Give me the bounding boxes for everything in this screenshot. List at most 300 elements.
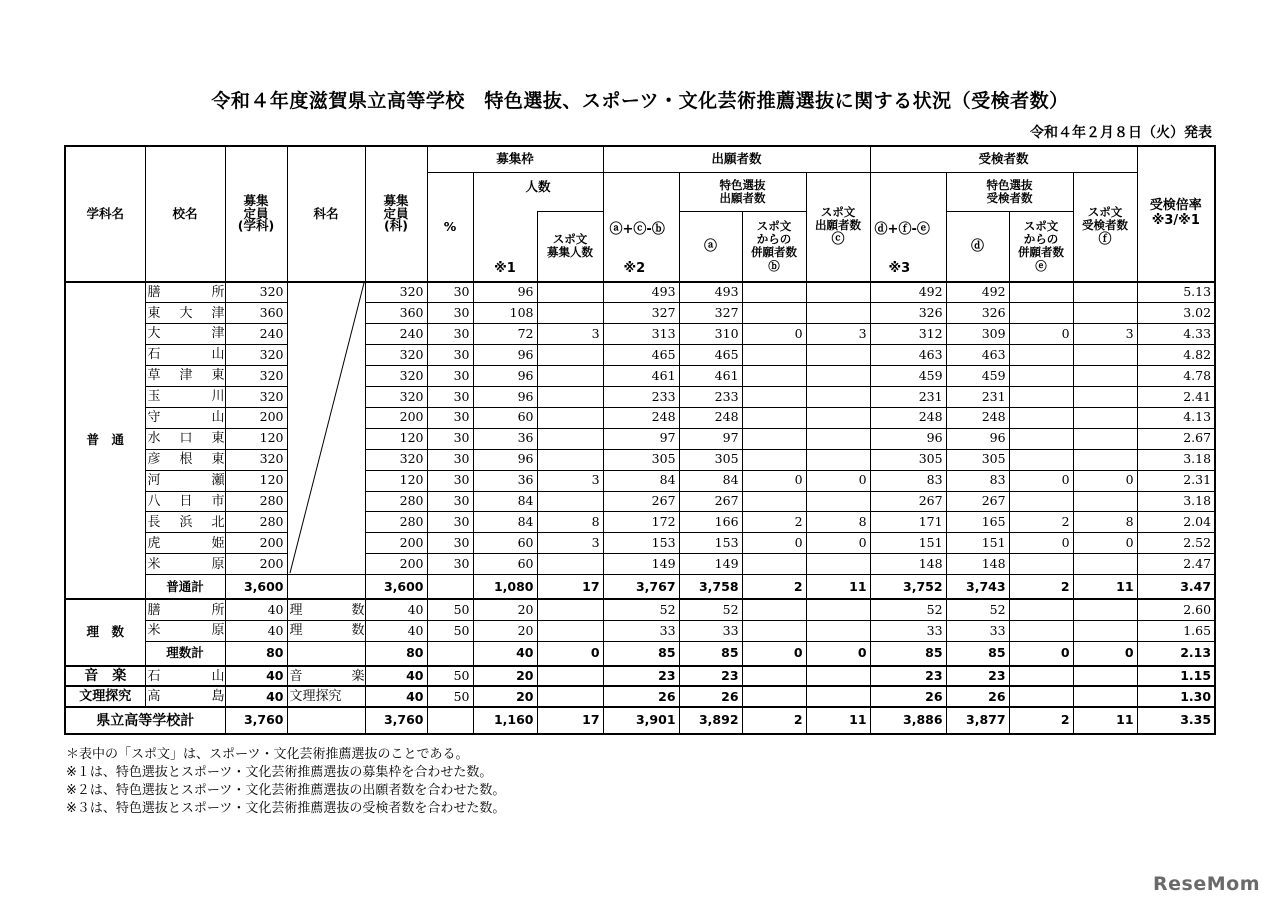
- subtotal-label: 理数計: [145, 641, 225, 666]
- ninzu: 108: [473, 303, 537, 324]
- value-a: 84: [679, 470, 742, 491]
- results-table: [64, 145, 1216, 735]
- value-a: 33: [679, 620, 742, 641]
- value-d: 148: [946, 554, 1009, 575]
- teiin-gakka: 3,760: [225, 707, 287, 734]
- value-o: 153: [603, 533, 679, 554]
- ninzu: 36: [473, 470, 537, 491]
- value-a: 85: [679, 641, 742, 666]
- teiin-gakka: 320: [225, 386, 287, 407]
- spobun-boshu: 0: [537, 641, 603, 666]
- school-name: [145, 666, 225, 687]
- teiin-ka: 280: [365, 491, 427, 512]
- header-spobun-juken: スポ文 受検者数 ⓕ: [1073, 173, 1137, 282]
- value-f: 11: [1073, 707, 1137, 734]
- value-e: [1009, 407, 1073, 428]
- kamei: [287, 599, 365, 620]
- value-b: [742, 491, 806, 512]
- value-c: 8: [806, 512, 870, 533]
- value-e: [1009, 386, 1073, 407]
- school-name: [145, 599, 225, 620]
- value-c: [806, 491, 870, 512]
- value-o: 327: [603, 303, 679, 324]
- value-e: [1009, 599, 1073, 620]
- school-name: [145, 386, 225, 407]
- value-j: 148: [870, 554, 946, 575]
- value-e: 2: [1009, 575, 1073, 600]
- percent: 50: [427, 686, 473, 707]
- teiin-gakka: 40: [225, 666, 287, 687]
- teiin-gakka: 320: [225, 282, 287, 303]
- percent: 30: [427, 344, 473, 365]
- school-name-char: 島: [211, 689, 225, 705]
- school-name-chars: [290, 604, 365, 617]
- value-r: 4.78: [1137, 365, 1215, 386]
- school-name-char: 東: [147, 305, 161, 321]
- ninzu: 1,160: [473, 707, 537, 734]
- value-b: 0: [742, 470, 806, 491]
- value-a: 153: [679, 533, 742, 554]
- spobun-boshu: [537, 491, 603, 512]
- value-d: 26: [946, 686, 1009, 707]
- teiin-gakka: 320: [225, 365, 287, 386]
- value-r: 4.13: [1137, 407, 1215, 428]
- spobun-boshu: [537, 666, 603, 687]
- teiin-ka: 120: [365, 470, 427, 491]
- school-name-char: 石: [147, 347, 161, 363]
- school-name-char: 虎: [147, 535, 161, 551]
- value-o: 97: [603, 428, 679, 449]
- value-r: 2.52: [1137, 533, 1215, 554]
- ninzu: 20: [473, 666, 537, 687]
- school-name-chars: [148, 495, 225, 508]
- school-name-char: 石: [147, 668, 161, 684]
- percent: 30: [427, 282, 473, 303]
- value-c: 3: [806, 324, 870, 345]
- header-gakka: 学科名: [65, 146, 145, 282]
- header-a: ⓐ: [679, 212, 742, 282]
- value-r: 3.35: [1137, 707, 1215, 734]
- kamei: 文理探究: [287, 686, 365, 707]
- school-name-char: 膳: [147, 602, 161, 618]
- value-r: 2.31: [1137, 470, 1215, 491]
- school-name-char: 膳: [147, 284, 161, 300]
- value-j: 33: [870, 620, 946, 641]
- value-d: 492: [946, 282, 1009, 303]
- announcement-date: 令和４年２月８日（火）発表: [1030, 125, 1212, 141]
- value-f: [1073, 599, 1137, 620]
- school-name-char: 数: [351, 602, 365, 618]
- school-name-char: 彦: [147, 452, 161, 468]
- school-name-char: 楽: [351, 668, 365, 684]
- value-a: 3,892: [679, 707, 742, 734]
- school-name-char: 所: [211, 284, 225, 300]
- school-name-chars: [290, 624, 365, 637]
- value-f: [1073, 407, 1137, 428]
- footnote: ※３は、特色選抜とスポーツ・文化芸術推薦選抜の受検者数を合わせた数。: [66, 801, 506, 816]
- value-e: 0: [1009, 641, 1073, 666]
- value-e: 0: [1009, 470, 1073, 491]
- teiin-gakka: 200: [225, 407, 287, 428]
- percent: 30: [427, 491, 473, 512]
- value-o: 84: [603, 470, 679, 491]
- teiin-ka: 40: [365, 666, 427, 687]
- teiin-gakka: 200: [225, 533, 287, 554]
- ninzu: 20: [473, 620, 537, 641]
- table-row: [65, 470, 1215, 491]
- school-name: [145, 365, 225, 386]
- value-r: 5.13: [1137, 282, 1215, 303]
- value-f: [1073, 428, 1137, 449]
- school-name-chars: [148, 558, 225, 571]
- category-risu: 理 数: [65, 599, 145, 666]
- header-formula-a: ⓐ+ⓒ-ⓑ ※2: [603, 173, 679, 282]
- value-o: 26: [603, 686, 679, 707]
- footnotes: [66, 746, 505, 818]
- school-name-chars: [148, 516, 225, 529]
- school-name-char: 守: [147, 410, 161, 426]
- school-name-char: 市: [211, 493, 225, 509]
- percent-empty: [427, 641, 473, 666]
- teiin-ka: 320: [365, 365, 427, 386]
- value-a: 310: [679, 324, 742, 345]
- value-b: [742, 282, 806, 303]
- teiin-ka: 3,760: [365, 707, 427, 734]
- school-name-chars: [148, 390, 225, 403]
- header-ninzu-note: ※1: [473, 212, 537, 282]
- value-e: [1009, 620, 1073, 641]
- ninzu: 72: [473, 324, 537, 345]
- school-name-chars: [148, 670, 225, 683]
- value-j: 3,886: [870, 707, 946, 734]
- teiin-gakka: 280: [225, 491, 287, 512]
- value-c: [806, 386, 870, 407]
- teiin-ka: 360: [365, 303, 427, 324]
- value-f: [1073, 686, 1137, 707]
- school-name-char: 大: [179, 305, 193, 321]
- teiin-gakka: 320: [225, 344, 287, 365]
- percent: 30: [427, 533, 473, 554]
- value-j: 26: [870, 686, 946, 707]
- value-r: 2.41: [1137, 386, 1215, 407]
- value-r: 1.15: [1137, 666, 1215, 687]
- spobun-boshu: 3: [537, 470, 603, 491]
- value-f: [1073, 386, 1137, 407]
- value-c: 0: [806, 533, 870, 554]
- percent: 30: [427, 324, 473, 345]
- school-name-char: 山: [211, 668, 225, 684]
- school-name-char: 津: [179, 368, 193, 384]
- footnote: ＊表中の「スポ文」は、スポーツ・文化芸術推薦選抜のことである。: [66, 747, 469, 762]
- value-o: 313: [603, 324, 679, 345]
- value-d: 267: [946, 491, 1009, 512]
- value-b: [742, 344, 806, 365]
- school-name-chars: [148, 432, 225, 445]
- table-row: [65, 344, 1215, 365]
- value-j: 312: [870, 324, 946, 345]
- value-b: [742, 407, 806, 428]
- value-f: [1073, 554, 1137, 575]
- header-ninzu: 人数: [473, 173, 603, 212]
- grand-total-label: 県立高等学校計: [65, 707, 225, 734]
- value-j: 3,752: [870, 575, 946, 600]
- header-bairitsu: 受検倍率 ※3/※1: [1137, 146, 1215, 282]
- value-d: 83: [946, 470, 1009, 491]
- value-e: [1009, 686, 1073, 707]
- ninzu: 96: [473, 449, 537, 470]
- ninzu: 1,080: [473, 575, 537, 600]
- value-d: 23: [946, 666, 1009, 687]
- percent-empty: [427, 575, 473, 600]
- percent: 30: [427, 449, 473, 470]
- teiin-ka: 320: [365, 344, 427, 365]
- value-j: 267: [870, 491, 946, 512]
- value-b: [742, 303, 806, 324]
- header-boshuwaku: 募集枠: [427, 146, 603, 173]
- value-j: 326: [870, 303, 946, 324]
- header-shutsugan: 出願者数: [603, 146, 870, 173]
- spobun-boshu: [537, 599, 603, 620]
- value-o: 52: [603, 599, 679, 620]
- kamei-diagonal: [287, 282, 365, 575]
- teiin-gakka: 3,600: [225, 575, 287, 600]
- school-name-char: 山: [211, 347, 225, 363]
- value-f: [1073, 344, 1137, 365]
- percent: 30: [427, 512, 473, 533]
- value-a: 305: [679, 449, 742, 470]
- category-futsu: 普 通: [65, 282, 145, 600]
- category-bunri: 文理探究: [65, 686, 145, 707]
- table-row: [65, 303, 1215, 324]
- value-b: [742, 554, 806, 575]
- teiin-ka: 40: [365, 620, 427, 641]
- value-f: 3: [1073, 324, 1137, 345]
- value-o: 172: [603, 512, 679, 533]
- value-e: [1009, 449, 1073, 470]
- school-name-char: 米: [147, 623, 161, 639]
- percent: 30: [427, 303, 473, 324]
- diagonal-line: [288, 283, 366, 573]
- school-name-char: 大: [147, 326, 161, 342]
- spobun-boshu: [537, 407, 603, 428]
- value-d: 52: [946, 599, 1009, 620]
- table-row: [65, 554, 1215, 575]
- school-name: [145, 407, 225, 428]
- value-e: 2: [1009, 707, 1073, 734]
- value-a: 233: [679, 386, 742, 407]
- percent: 30: [427, 407, 473, 428]
- school-name-chars: [148, 286, 225, 299]
- teiin-gakka: 200: [225, 554, 287, 575]
- value-e: [1009, 666, 1073, 687]
- school-name-char: 瀬: [211, 473, 225, 489]
- value-e: [1009, 554, 1073, 575]
- value-c: [806, 365, 870, 386]
- resemom-logo: ReseMom: [1153, 873, 1260, 895]
- value-j: 463: [870, 344, 946, 365]
- value-b: 2: [742, 707, 806, 734]
- value-a: 493: [679, 282, 742, 303]
- school-name-char: 高: [147, 689, 161, 705]
- value-a: 465: [679, 344, 742, 365]
- table-row: [65, 282, 1215, 303]
- value-o: 233: [603, 386, 679, 407]
- teiin-ka: 280: [365, 512, 427, 533]
- teiin-ka: 40: [365, 686, 427, 707]
- school-name-char: 数: [351, 623, 365, 639]
- value-a: 327: [679, 303, 742, 324]
- value-f: 0: [1073, 533, 1137, 554]
- value-a: 26: [679, 686, 742, 707]
- value-d: 96: [946, 428, 1009, 449]
- school-name: [145, 620, 225, 641]
- value-b: [742, 666, 806, 687]
- spobun-boshu: [537, 282, 603, 303]
- value-e: [1009, 303, 1073, 324]
- teiin-ka: 40: [365, 599, 427, 620]
- teiin-ka: 200: [365, 407, 427, 428]
- header-heigan-e: スポ文 からの 併願者数 ⓔ: [1009, 212, 1073, 282]
- value-r: 3.18: [1137, 449, 1215, 470]
- value-f: [1073, 303, 1137, 324]
- table-row: [65, 365, 1215, 386]
- percent: 30: [427, 386, 473, 407]
- school-name-chars: [148, 453, 225, 466]
- value-d: 326: [946, 303, 1009, 324]
- value-r: 3.02: [1137, 303, 1215, 324]
- school-name-char: 津: [211, 305, 225, 321]
- header-koumei: 校名: [145, 146, 225, 282]
- table-row: [65, 449, 1215, 470]
- school-name-chars: [148, 369, 225, 382]
- school-name-chars: [148, 624, 225, 637]
- table-row: [65, 686, 1215, 707]
- ninzu: 60: [473, 407, 537, 428]
- ninzu: 96: [473, 365, 537, 386]
- value-f: [1073, 282, 1137, 303]
- table-row: [65, 491, 1215, 512]
- value-j: 492: [870, 282, 946, 303]
- spobun-boshu: [537, 344, 603, 365]
- value-a: 267: [679, 491, 742, 512]
- value-f: [1073, 666, 1137, 687]
- teiin-gakka: 120: [225, 470, 287, 491]
- school-name-char: 音: [289, 668, 303, 684]
- school-name: [145, 554, 225, 575]
- teiin-ka: 200: [365, 533, 427, 554]
- value-o: 3,901: [603, 707, 679, 734]
- value-c: [806, 666, 870, 687]
- percent: 30: [427, 470, 473, 491]
- ninzu: 20: [473, 686, 537, 707]
- table-row: [65, 512, 1215, 533]
- spobun-boshu: [537, 449, 603, 470]
- header-teiin-ka: 募集 定員 (科): [365, 146, 427, 282]
- school-name: [145, 282, 225, 303]
- page-title: 令和４年度滋賀県立高等学校 特色選抜、スポーツ・文化芸術推薦選抜に関する状況（受検者数）: [211, 90, 1069, 112]
- value-d: 165: [946, 512, 1009, 533]
- school-name-char: 口: [179, 431, 193, 447]
- value-c: 11: [806, 707, 870, 734]
- value-a: 52: [679, 599, 742, 620]
- school-name-chars: [148, 307, 225, 320]
- header-teiin-gakka: 募集 定員 (学科): [225, 146, 287, 282]
- spobun-boshu: [537, 620, 603, 641]
- spobun-boshu: 8: [537, 512, 603, 533]
- value-o: 493: [603, 282, 679, 303]
- value-e: 0: [1009, 324, 1073, 345]
- value-e: 2: [1009, 512, 1073, 533]
- value-b: [742, 386, 806, 407]
- header-d: ⓓ: [946, 212, 1009, 282]
- footnote: ※１は、特色選抜とスポーツ・文化芸術推薦選抜の募集枠を合わせた数。: [66, 765, 493, 780]
- value-b: [742, 686, 806, 707]
- school-name-char: 草: [147, 368, 161, 384]
- spobun-boshu: 17: [537, 707, 603, 734]
- header-spobun-shutsugan: スポ文 出願者数 ⓒ: [806, 173, 870, 282]
- value-e: 0: [1009, 533, 1073, 554]
- teiin-ka: 3,600: [365, 575, 427, 600]
- kamei-empty: [287, 707, 365, 734]
- value-r: 3.47: [1137, 575, 1215, 600]
- school-name: [145, 428, 225, 449]
- value-c: [806, 686, 870, 707]
- value-e: [1009, 428, 1073, 449]
- value-b: 0: [742, 533, 806, 554]
- value-o: 23: [603, 666, 679, 687]
- table-row: [65, 407, 1215, 428]
- school-name-chars: [148, 690, 225, 703]
- header-tokushoku-juken: 特色選抜 受検者数: [946, 173, 1073, 212]
- value-a: 23: [679, 666, 742, 687]
- value-d: 459: [946, 365, 1009, 386]
- value-o: 33: [603, 620, 679, 641]
- value-b: 2: [742, 512, 806, 533]
- table-row: [65, 641, 1215, 666]
- school-name: [145, 686, 225, 707]
- header-heigan-b: スポ文 からの 併願者数 ⓑ: [742, 212, 806, 282]
- value-r: 4.82: [1137, 344, 1215, 365]
- value-o: 149: [603, 554, 679, 575]
- school-name: [145, 470, 225, 491]
- table-row: [65, 666, 1215, 687]
- value-j: 96: [870, 428, 946, 449]
- value-d: 3,877: [946, 707, 1009, 734]
- school-name-chars: [148, 537, 225, 550]
- table-row: [65, 533, 1215, 554]
- school-name-char: 浜: [179, 514, 193, 530]
- ninzu: 96: [473, 282, 537, 303]
- teiin-ka: 240: [365, 324, 427, 345]
- school-name: [145, 449, 225, 470]
- value-a: 149: [679, 554, 742, 575]
- school-name: [145, 303, 225, 324]
- value-j: 151: [870, 533, 946, 554]
- value-c: 0: [806, 470, 870, 491]
- spobun-boshu: [537, 365, 603, 386]
- school-name-chars: [148, 411, 225, 424]
- value-j: 23: [870, 666, 946, 687]
- school-name-char: 八: [147, 493, 161, 509]
- kamei: [287, 620, 365, 641]
- value-f: [1073, 620, 1137, 641]
- school-name-char: 東: [211, 368, 225, 384]
- value-f: 0: [1073, 470, 1137, 491]
- spobun-boshu: [537, 428, 603, 449]
- school-name-char: 玉: [147, 389, 161, 405]
- percent: 50: [427, 599, 473, 620]
- value-c: [806, 599, 870, 620]
